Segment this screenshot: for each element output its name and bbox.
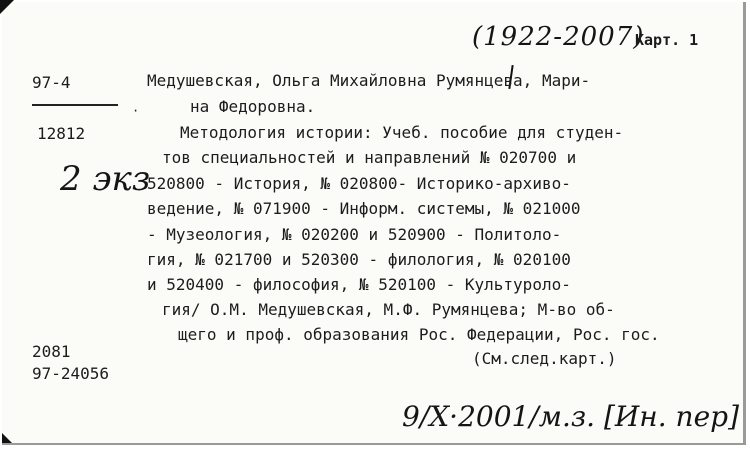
- index-code: 97-4: [32, 73, 71, 92]
- handwritten-date-note: 9/X·2001/м.з. [Ин. пер]: [402, 400, 739, 433]
- accession-number: 12812: [37, 124, 86, 143]
- dot-mark: ·: [132, 104, 140, 118]
- registration-number: 97-24056: [32, 364, 110, 383]
- corner-mark: [0, 0, 14, 14]
- card-number-label: Карт. 1: [635, 31, 699, 49]
- text-line: и 520400 - философия, № 520100 - Культуроло-: [147, 275, 571, 294]
- text-line: тов специальностей и направлений № 020700 и: [162, 148, 577, 167]
- handwritten-years: (1922-2007): [472, 22, 645, 52]
- text-line: на Федоровна.: [190, 97, 316, 116]
- shelf-number: 2081: [32, 342, 71, 361]
- text-line: щего и проф. образования Рос. Федерации, Рос. гос.: [178, 325, 660, 344]
- text-line: гия/ О.М. Медушевская, М.Ф. Румянцева; М-во об-: [162, 300, 615, 319]
- corner-mark: [2, 433, 12, 443]
- handwritten-copies: 2 экз: [60, 159, 151, 199]
- text-line: Методология истории: Учеб. пособие для студен-: [180, 123, 624, 142]
- text-line: ведение, № 071900 - Информ. системы, № 021000: [147, 199, 581, 218]
- continuation-note: (См.след.карт.): [472, 349, 617, 368]
- divider: [32, 104, 118, 106]
- catalog-card: [2, 2, 746, 445]
- text-line: - Музеология, № 020200 и 520900 - Политоло-: [147, 225, 562, 244]
- text-line: Медушевская, Ольга Михайловна Румянцева, Мари-: [147, 71, 591, 90]
- text-line: гия, № 021700 и 520300 - филология, № 020100: [147, 250, 571, 269]
- text-line: 520800 - История, № 020800- Историко-архиво-: [147, 174, 571, 193]
